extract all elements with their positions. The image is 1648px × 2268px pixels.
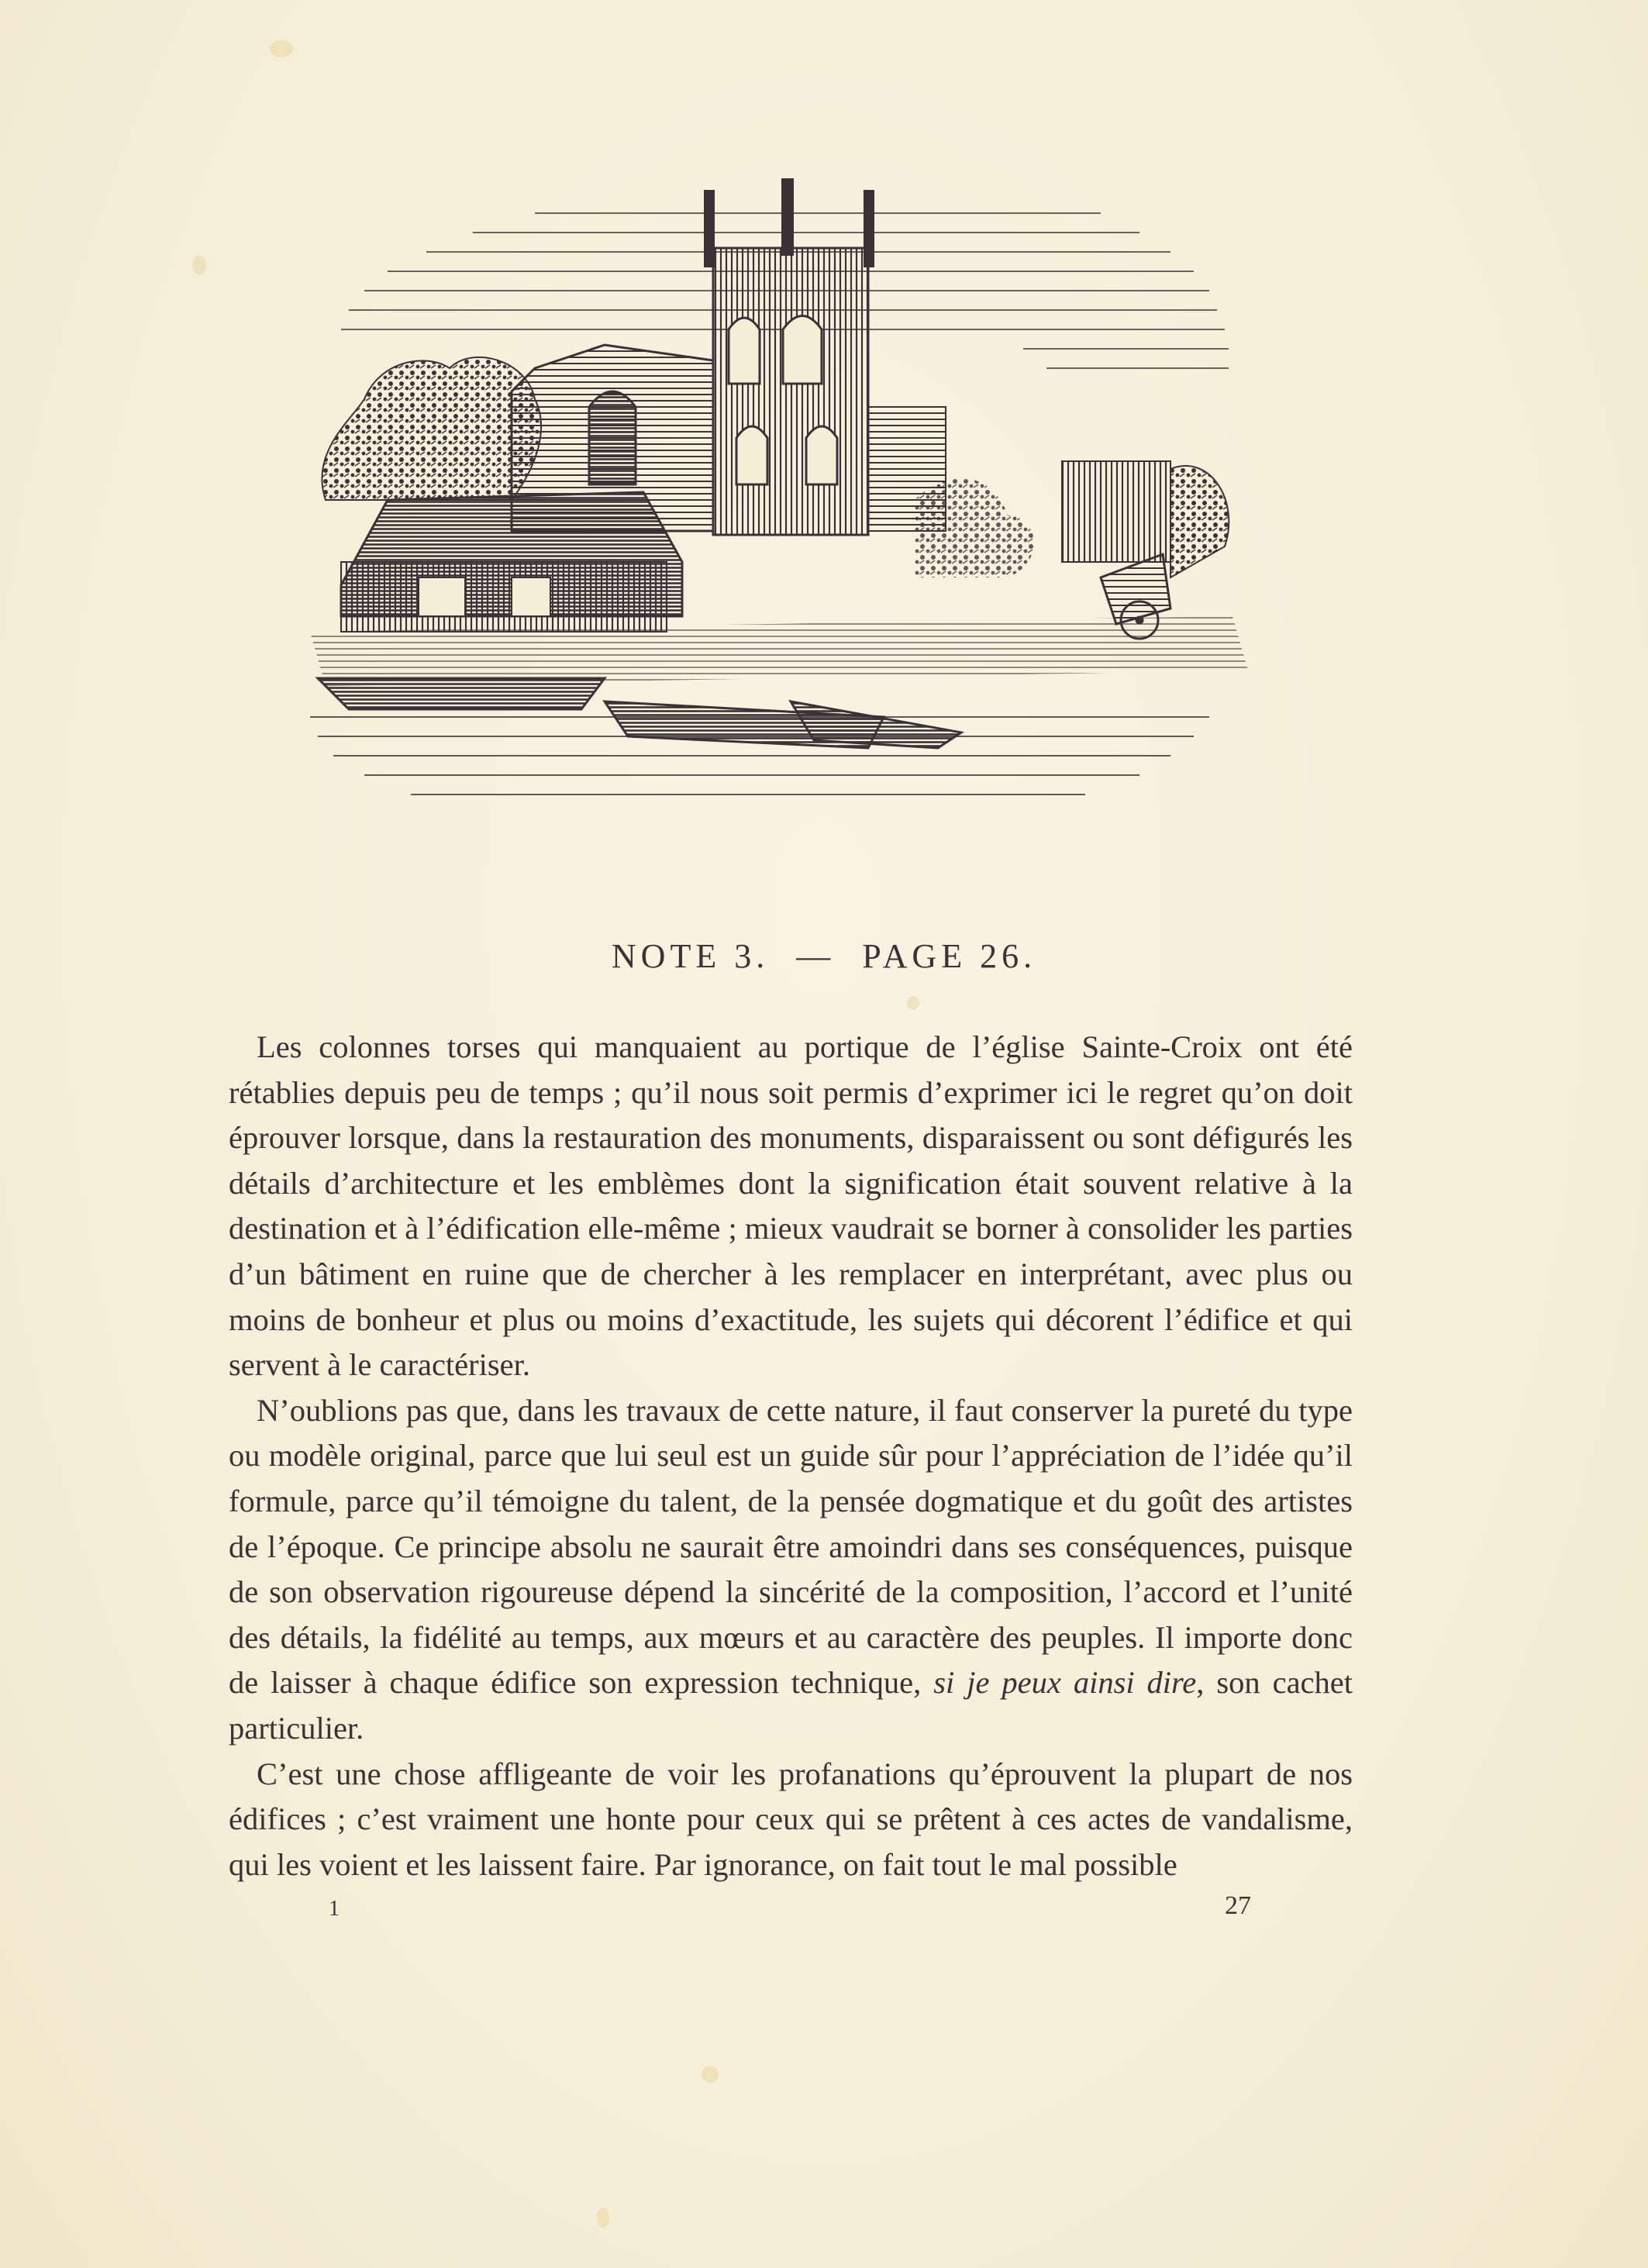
page-reference: PAGE 26. [862, 937, 1037, 975]
paper-stain [907, 996, 919, 1010]
gothic-window [589, 391, 636, 484]
tower-pinnacle [864, 190, 874, 267]
castle-ruins [1062, 461, 1170, 562]
heading-separator: — [796, 937, 836, 975]
paragraph: C’est une chose affligeante de voir les profanations qu’éprouvent la plupart de nos édifices ; c’est vraiment une honte pour ceux qui se prêtent à ces actes de vandalisme, qui les voient et les laissent faire. Par ignorance, on fait tout le mal possible [229, 1756, 1353, 1882]
boat [791, 701, 961, 748]
paragraph: Les colonnes torses qui manquaient au portique de l’église Sainte-Croix ont été rétablies depuis peu de temps ; qu’il nous soit permis d’exprimer ici le regret qu’on doit éprouver lorsque, dans la restauration des monuments, disparaissent ou sont défigurés les détails d’architecture et les emblèmes dont la signification était souvent relative à la destination et à l’édification elle-même ; mieux vaudrait se borner à consolider les parties d’un bâtiment en ruine que de chercher à les remplacer en interprétant, avec plus ou moins de bonheur et plus ou moins d’exactitude, les sujets qui décorent l’édifice et qui servent à le caractériser. [229, 1029, 1353, 1383]
note-body [229, 1025, 1353, 1887]
paragraph-text: N’oublions pas que, dans les travaux de cette nature, il faut conserver la pureté du type ou modèle original, parce que lui seul est un guide sûr pour l’appréciation de l’idée qu’il formule, parce qu’il témoigne du talent, de la pensée dogmatique et du goût des artistes de l’époque. Ce principe absolu ne saurait être amoindri dans ses conséquences, puisque de son observation rigoureuse dépend la sincérité de la composition, l’accord et l’unité des détails, la fidélité au temps, aux mœurs et au caractère des peuples. Il importe donc de laisser à chaque édifice son expression technique, [229, 1392, 1353, 1701]
signature-mark: 1 [329, 1897, 340, 1921]
tower-pinnacle [704, 190, 715, 267]
paper-stain [270, 40, 293, 57]
italic-phrase: si je peux ainsi dire [933, 1665, 1197, 1701]
paragraph [229, 1388, 1353, 1752]
trees-left [322, 357, 541, 500]
note-label: NOTE 3. [611, 937, 770, 975]
paper-stain [702, 2066, 719, 2083]
note-heading [0, 936, 1648, 976]
trees-middle [915, 478, 1034, 577]
boat [318, 678, 605, 709]
page-number: 27 [1225, 1891, 1251, 1920]
tower-pinnacle [781, 178, 794, 256]
paragraph-text: , son cachet particulier. [229, 1665, 1353, 1746]
paper-stain [597, 2208, 609, 2228]
paper-stain [192, 256, 206, 274]
church-engraving [279, 174, 1287, 810]
church-tower [713, 248, 868, 535]
cottage-walls [341, 562, 667, 632]
trees-right [1170, 466, 1229, 577]
engraving-illustration [279, 174, 1287, 810]
